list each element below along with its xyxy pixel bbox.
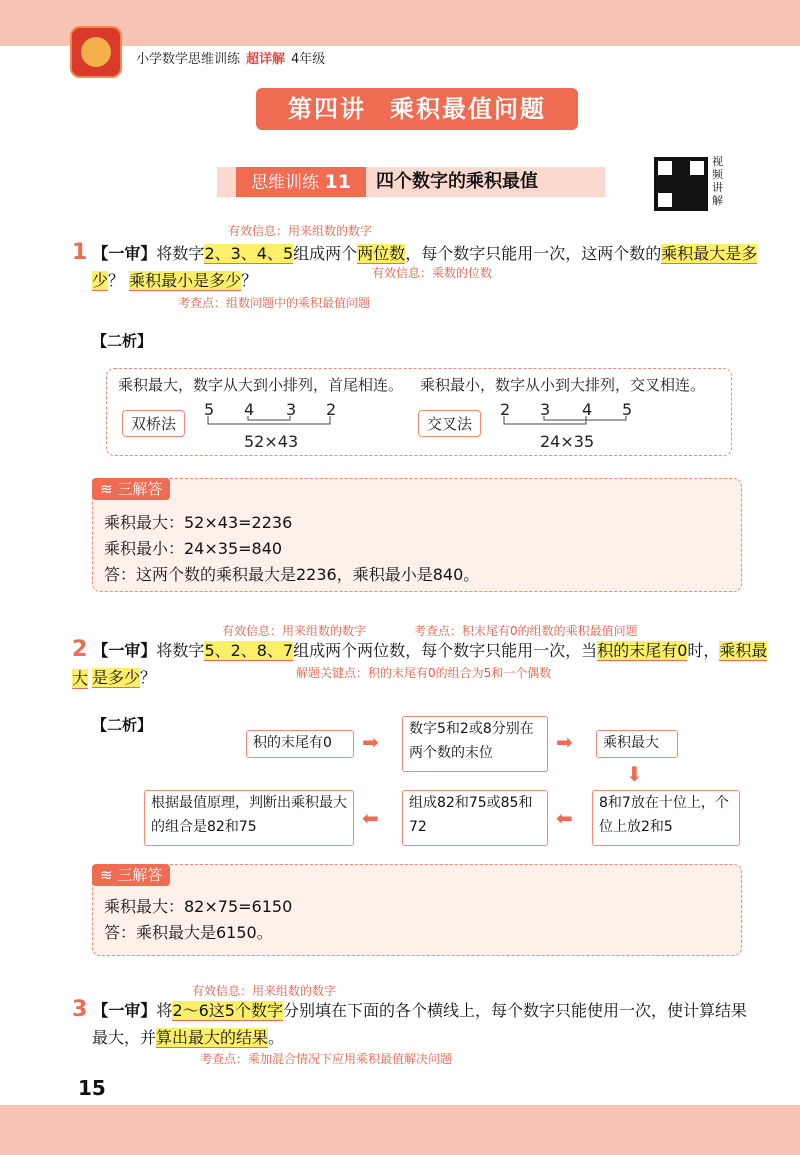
training-title: 四个数字的乘积最值: [376, 171, 538, 192]
q2-solution-line: 乘积最大：82×75=6150: [104, 897, 293, 916]
q1-number: 1: [72, 240, 88, 265]
arrow-down-icon: ⬇: [626, 762, 643, 786]
q1-question: 1 【一审】将数字2、3、4、5组成两个两位数，每个数字只能用一次，这两个数的乘积最大是多: [72, 240, 758, 265]
digit: 4: [244, 400, 255, 419]
cross-lines: [496, 414, 646, 430]
page-number: 15: [78, 1076, 106, 1100]
q2-question-line2: 是多少？: [92, 668, 157, 687]
result-min: 24×35: [540, 432, 595, 451]
q1-solution-line: 答：这两个数的乘积最大是2236，乘积最小是840。: [104, 565, 480, 584]
q1-analysis-tag: 【二析】: [92, 332, 153, 350]
flow-step: 组成82和75或85和72: [402, 790, 548, 846]
q1-solution-line: 乘积最大：52×43=2236: [104, 513, 293, 532]
q1-rule-max: 乘积最大，数字从大到小排列，首尾相连。: [118, 376, 404, 394]
training-label: 思维训练 11: [236, 167, 366, 197]
q1-solution-line: 乘积最小：24×35=840: [104, 539, 283, 558]
digit: 4: [582, 400, 593, 419]
arrow-right-icon: ➡: [556, 730, 573, 754]
digit: 5: [204, 400, 215, 419]
q3-note-info: 有效信息：用来组数的数字: [192, 984, 337, 998]
q2-tag: 【一审】: [92, 641, 157, 660]
digit: 3: [540, 400, 551, 419]
flow-step: 数字5和2或8分别在两个数的末位: [402, 716, 548, 772]
q2-note-key: 解题关键点：积的末尾有0的组合为5和一个偶数: [296, 666, 552, 680]
bottom-wave-band: [0, 1105, 800, 1155]
flow-step: 根据最值原理，判断出乘积最大的组合是82和75: [144, 790, 354, 846]
bridge-lines: [200, 414, 350, 430]
q1-note-info: 有效信息：用来组数的数字: [228, 224, 373, 238]
q2-question: 2 【一审】将数字5、2、8、7组成两个两位数，每个数字只能用一次，当积的末尾有0时，乘积最大: [72, 637, 768, 688]
q1-question-line2: 少？ 乘积最小是多少？: [92, 271, 258, 290]
digit: 2: [500, 400, 511, 419]
qr-code-icon[interactable]: [654, 157, 708, 211]
q3-question: 3 【一审】将2～6这5个数字分别填在下面的各个横线上，每个数字只能使用一次，使计算结果: [72, 997, 747, 1022]
result-max: 52×43: [244, 432, 299, 451]
series-title: 小学数学思维训练: [136, 52, 241, 67]
flow-step: 乘积最大: [596, 730, 678, 758]
grade-label: 4年级: [291, 52, 326, 67]
method-bridge-label: 双桥法: [122, 410, 185, 437]
q3-question-line2: 最大，并算出最大的结果。: [92, 1028, 285, 1047]
q2-analysis-tag: 【二析】: [92, 716, 153, 734]
digit: 3: [286, 400, 297, 419]
method-cross-label: 交叉法: [418, 410, 481, 437]
digit: 2: [326, 400, 337, 419]
logo-emblem-icon: [81, 37, 111, 67]
q2-number: 2: [72, 637, 88, 662]
q1-rule-min: 乘积最小，数字从小到大排列，交叉相连。: [420, 376, 706, 394]
video-lecture-label: 视频讲解: [712, 155, 723, 207]
q2-solution-line: 答：乘积最大是6150。: [104, 923, 273, 942]
series-highlight: 超详解: [246, 52, 286, 67]
digit: 5: [622, 400, 633, 419]
q1-note-focus: 考查点：组数问题中的乘积最值问题: [178, 296, 371, 310]
q3-number: 3: [72, 997, 88, 1022]
q3-note-focus: 考查点：乘加混合情况下应用乘积最值解决问题: [200, 1052, 453, 1066]
arrow-left-icon: ⬅: [556, 806, 573, 830]
flow-step: 积的末尾有0: [246, 730, 354, 758]
flow-step: 8和7放在十位上，个位上放2和5: [592, 790, 740, 846]
q1-solution-tag: ≋ 三解答: [92, 478, 170, 500]
q2-note-info: 有效信息：用来组数的数字: [222, 624, 367, 638]
arrow-left-icon: ⬅: [362, 806, 379, 830]
book-header: [136, 48, 325, 67]
lecture-title: 第四讲 乘积最值问题: [256, 88, 578, 130]
q1-tag: 【一审】: [92, 244, 157, 263]
q2-note-focus: 考查点：积末尾有0的组数的乘积最值问题: [414, 624, 638, 638]
book-logo: [70, 26, 122, 78]
q3-tag: 【一审】: [92, 1001, 157, 1020]
q2-solution-tag: ≋ 三解答: [92, 864, 170, 886]
arrow-right-icon: ➡: [362, 730, 379, 754]
q1-note-digits: 有效信息：乘数的位数: [372, 266, 493, 280]
